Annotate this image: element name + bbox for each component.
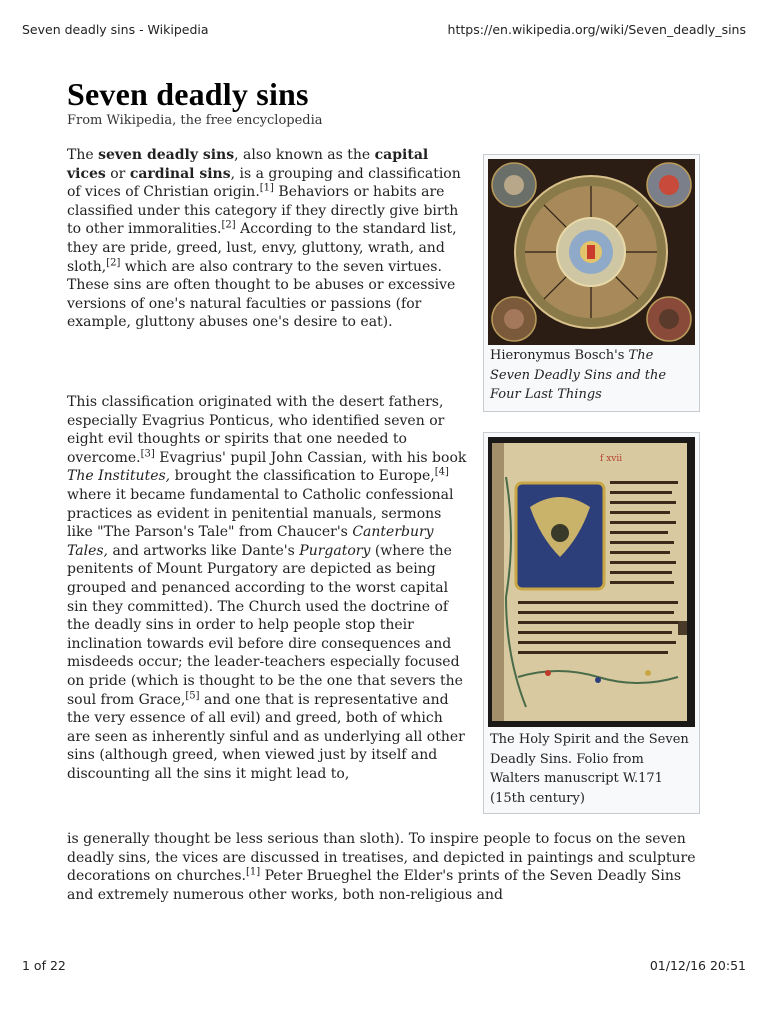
citation-link[interactable]: [1] [245,866,261,878]
text: (where the penitents of Mount Purgatory are depicted as being grouped and penanced according to the worst capital sin they committed). The Church used the doctrine of the deadly sins in order to help people stop their inclination towards evil before dire consequences and misdeeds occur; the leader-teachers especially focused on pride (which is thought to be the one that severs the soul from Grace, [67,542,463,708]
italic-title: Purgatory [299,542,371,559]
italic-title: Canterbury Tales, [67,524,434,559]
paragraph-history [67,393,467,783]
citation-link[interactable]: [3] [140,448,155,460]
bold-term-seven-deadly-sins: seven deadly sins [98,147,235,163]
bold-term-cardinal-sins: cardinal sins [129,165,231,182]
figure-bosch-caption [490,346,695,405]
text: Peter Brueghel the Elder's prints of the Seven Deadly Sins and extremely numerous other works, both non-religious and [67,868,682,903]
page-indicator: 1 of 22 [22,958,66,973]
folio-page-mark: f xvii [600,454,623,464]
bold-term-capital-vices: capital vices [67,147,429,182]
text: According to the standard list, they are pride, greed, lust, envy, gluttony, wrath, and sloth, [67,221,457,275]
text: , also known as the [234,147,375,163]
citation-link[interactable]: [5] [185,689,200,701]
caption-text: Hieronymus Bosch's [490,348,629,363]
text: brought the classification to Europe, [170,468,435,485]
figure-manuscript [483,432,700,814]
text: , is a grouping and classification of vices of Christian origin. [67,165,461,201]
text: and one that is representative and the very essence of all evil) and greed, both of which are seen as inherently sinful and as underlying all other sins (although greed, when viewed just by itself and discounting all the sins it might lead to, [67,691,465,782]
print-datetime: 01/12/16 20:51 [649,958,746,973]
text: This classification originated with the desert fathers, especially Evagrius Ponticus, who identified seven or eight evil thoughts or spirits that one needed to overcome. [67,394,445,466]
citation-link[interactable]: [2] [106,256,121,268]
text: which are also contrary to the seven virtues. These sins are often thought to be abuses or excessive versions of one's natural faculties or passions (for example, gluttony abuses one's desire to eat). [67,258,456,331]
caption-italic-title: The Seven Deadly Sins and the Four Last Things [490,348,667,402]
text: Evagrius' pupil John Cassian, with his book [154,449,467,466]
article-title: Seven deadly sins [67,76,309,112]
text: Behaviors or habits are classified under this category if they directly give birth to other immoralities. [67,184,459,238]
paragraph-intro [67,146,467,332]
citation-link[interactable]: [4] [434,466,449,478]
bosch-painting-image[interactable] [488,159,695,345]
figure-bosch [483,154,700,412]
figure-manuscript-caption: The Holy Spirit and the Seven Deadly Sins. Folio from Walters manuscript W.171 (15th century) [490,732,689,806]
citation-link[interactable]: [2] [221,219,236,231]
italic-title: The Institutes, [67,468,171,485]
paragraph-history-continued [67,830,707,904]
text: The [67,147,99,163]
text: and artworks like Dante's [108,542,300,559]
manuscript-folio-image[interactable] [488,437,695,727]
text: is generally thought be less serious than sloth). To inspire people to focus on the seven deadly sins, the vices are discussed in treatises, and depicted in paintings and sculpture decorations on churches. [67,831,696,885]
browser-url[interactable]: https://en.wikipedia.org/wiki/Seven_deadly_sins [447,22,746,37]
text: where it became fundamental to Catholic confessional practices as evident in penitential manuals, sermons like "The Parson's Tale" from Chaucer's [67,486,454,541]
citation-link[interactable]: [1] [259,182,274,194]
text: or [105,165,130,182]
article-subtitle: From Wikipedia, the free encyclopedia [67,113,323,128]
browser-page-title: Seven deadly sins - Wikipedia [22,22,209,37]
